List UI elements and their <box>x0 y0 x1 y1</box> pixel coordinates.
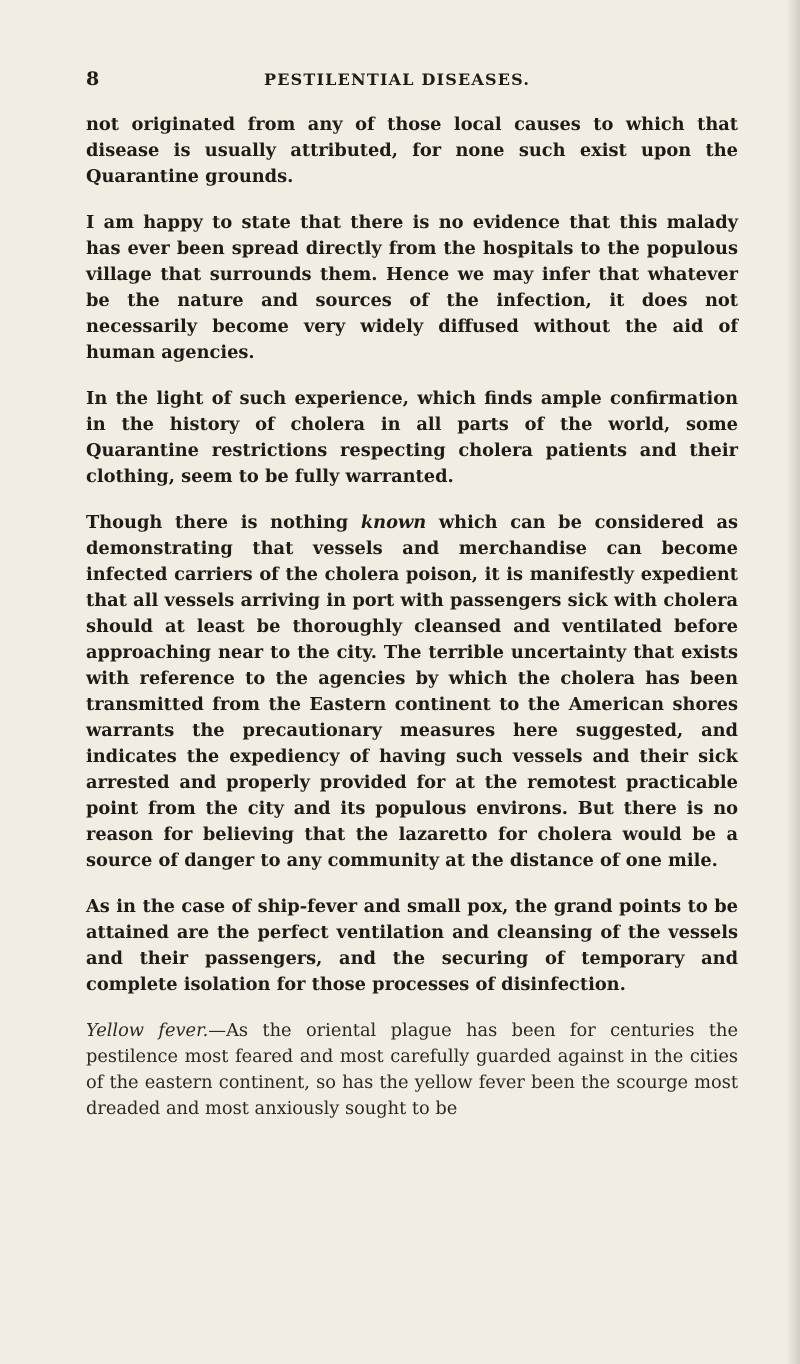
paragraph-malady: I am happy to state that there is no evidence that this malady has ever been spread directly from the hospitals to the populous village that surrounds them. Hence we may infer that whatever be the nature and sources of the infection, it does not necessarily become very widely diffused without the aid of human agencies. <box>86 212 738 363</box>
paragraph-continuation: not originated from any of those local causes to which that disease is usually attributed, for none such exist upon the Quarantine grounds. <box>86 114 738 187</box>
paragraph-experience: In the light of such experience, which finds ample confirmation in the history of cholera in all parts of the world, some Quarantine restrictions respecting cholera patients and their clothing, seem to be fully warranted. <box>86 388 738 487</box>
paragraph-ship-fever: As in the case of ship-fever and small pox, the grand points to be attained are the perfect ventilation and cleansing of the vessels and their passengers, and the securing of temporary and complete isolation for those processes of disinfection. <box>86 896 738 995</box>
body-text <box>86 112 738 1142</box>
paragraph-vessels-after: which can be considered as demonstrating that vessels and merchandise can become infected carriers of the cholera poison, it is manifestly expedient that all vessels arriving in port with passengers sick with cholera should at least be thoroughly cleansed and ventilated before approaching near to the city. The terrible uncertainty that exists with reference to the agencies by which the cholera has been transmitted from the Eastern continent to the American shores warrants the precautionary measures here suggested, and indicates the expediency of having such vessels and their sick arrested and properly provided for at the remotest practicable point from the city and its populous environs. But there is no reason for believing that the lazaretto for cholera would be a source of danger to any community at the distance of one mile. <box>86 512 738 871</box>
running-head <box>86 68 746 94</box>
paragraph-yellow-fever <box>86 1018 738 1122</box>
heading-yellow-fever: Yellow fever. <box>86 1020 209 1041</box>
emphasis-known: known <box>360 512 427 533</box>
paragraph-vessels-before: Though there is nothing <box>86 512 361 533</box>
running-head-title: PESTILENTIAL DISEASES. <box>264 70 531 89</box>
page-edge-shadow <box>786 0 800 1364</box>
paragraph-vessels <box>86 510 738 874</box>
paragraph-yellow-fever-text: —As the oriental plague has been for centuries the pestilence most feared and most carefully guarded against in the cities of the eastern continent, so has the yellow fever been the scourge most dreaded and most anxiously sought to be <box>86 1020 738 1119</box>
page-number: 8 <box>86 68 100 90</box>
